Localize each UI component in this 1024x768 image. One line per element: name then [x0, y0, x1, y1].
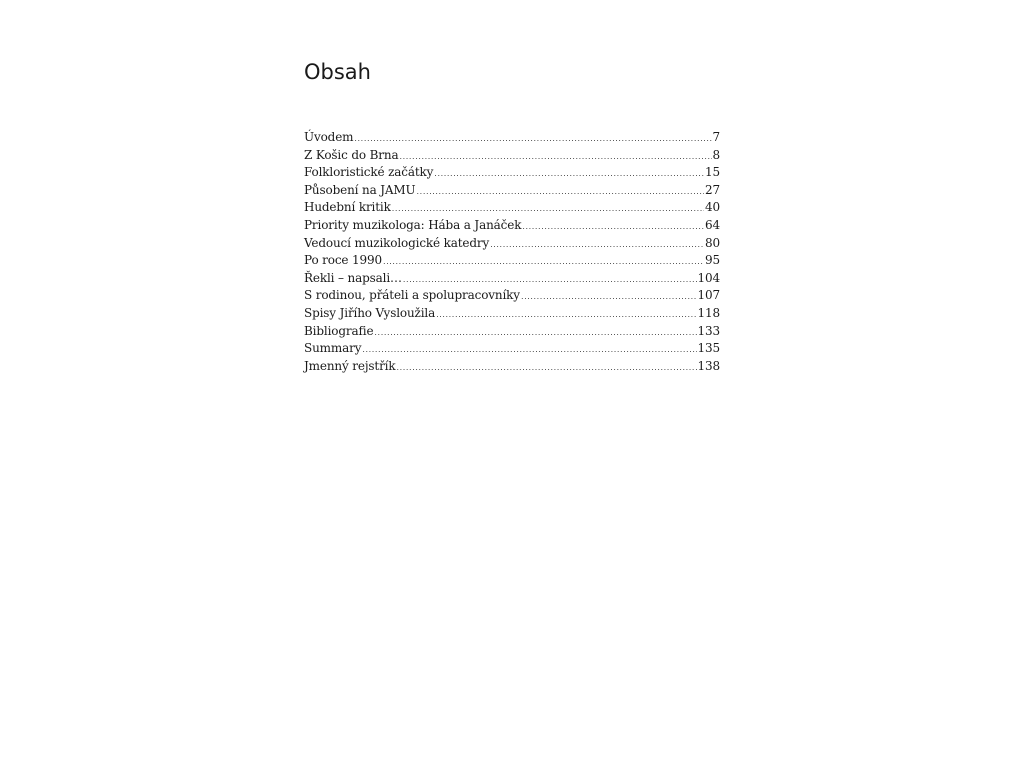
toc-entry	[304, 324, 720, 342]
toc-entry	[304, 200, 720, 218]
toc-leader-dots	[417, 187, 704, 196]
toc-entry	[304, 236, 720, 254]
toc-entry	[304, 271, 720, 289]
toc-entry-title: S rodinou, přáteli a spolupracovníky	[304, 288, 520, 303]
toc-leader-dots	[434, 169, 704, 178]
toc-leader-dots	[403, 275, 697, 284]
toc-entry-page: 64	[705, 217, 720, 232]
toc-entry-title: Spisy Jiřího Vysloužila	[304, 305, 436, 320]
toc-entry-title: Z Košic do Brna	[304, 147, 399, 162]
toc-entry	[304, 306, 720, 324]
toc-leader-dots	[383, 257, 704, 266]
toc-entry-page: 135	[697, 341, 720, 356]
toc-entry-title: Úvodem	[304, 130, 354, 144]
toc-leader-dots	[362, 345, 696, 354]
toc-entry-page: 95	[705, 253, 720, 268]
toc-entry-page: 8	[712, 147, 720, 162]
toc-entry	[304, 288, 720, 306]
toc-entry-title: Summary	[304, 341, 362, 356]
toc-leader-dots	[354, 134, 711, 143]
toc-entry	[304, 341, 720, 359]
toc-entry-title: Bibliografie	[304, 323, 374, 338]
toc-entry	[304, 253, 720, 271]
toc-entry-title: Působení na JAMU	[304, 182, 416, 197]
toc-entry-title: Po roce 1990	[304, 253, 382, 268]
toc-entry-page: 7	[712, 130, 720, 144]
toc-entry-page: 40	[705, 200, 720, 215]
toc-leader-dots	[374, 328, 696, 337]
toc-entry-page: 133	[697, 323, 720, 338]
toc-leader-dots	[436, 310, 696, 319]
page-title: Obsah	[304, 60, 371, 84]
toc-leader-dots	[522, 222, 704, 231]
toc-entry	[304, 130, 720, 148]
toc-entry-page: 27	[705, 182, 720, 197]
toc-leader-dots	[396, 363, 696, 372]
toc-entry-title: Folkloristické začátky	[304, 165, 434, 180]
toc-leader-dots	[490, 240, 704, 249]
toc-entry-title: Hudební kritik	[304, 200, 391, 215]
toc-entry	[304, 359, 720, 377]
toc-leader-dots	[399, 152, 711, 161]
toc-entry	[304, 183, 720, 201]
toc-leader-dots	[521, 292, 697, 301]
toc-entry	[304, 218, 720, 236]
toc-leader-dots	[392, 204, 704, 213]
toc-entry	[304, 148, 720, 166]
toc-entry-title: Jmenný rejstřík	[304, 358, 396, 373]
toc-entry-page: 80	[705, 235, 720, 250]
toc-entry-page: 15	[705, 165, 720, 180]
toc-entry-page: 107	[697, 288, 720, 303]
toc-entry	[304, 165, 720, 183]
toc-entry-title: Vedoucí muzikologické katedry	[304, 235, 490, 250]
toc-entry-title: Priority muzikologa: Hába a Janáček	[304, 217, 522, 232]
toc-entry-page: 118	[697, 305, 720, 320]
toc-entry-title: Řekli – napsali…	[304, 270, 402, 285]
table-of-contents	[304, 130, 720, 376]
toc-entry-page: 138	[697, 358, 720, 373]
toc-entry-page: 104	[697, 270, 720, 285]
